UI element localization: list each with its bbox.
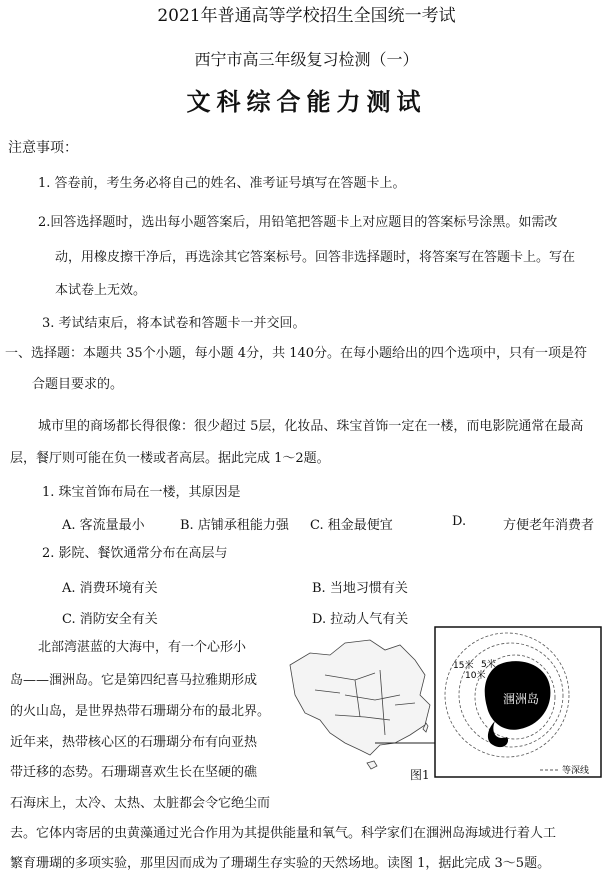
passage-2-line-6: 石海床上，太冷、太热、太脏都会令它绝尘而 bbox=[10, 796, 271, 811]
exam-subject: 文科综合能力测试 bbox=[186, 87, 427, 116]
question-1-option-b: B. 店铺承租能力强 bbox=[180, 518, 289, 533]
figure-1-map bbox=[285, 625, 605, 780]
question-1-option-d-text: 方便老年消费者 bbox=[503, 518, 595, 533]
question-1-option-a: A. 客流量最小 bbox=[62, 518, 145, 533]
section-1-heading: 一、选择题：本题共 35个小题，每小题 4分，共 140分。在每小题给出的四个选项中，只有一项是符 bbox=[5, 346, 588, 361]
hainan-island bbox=[367, 761, 377, 769]
china-map bbox=[290, 640, 430, 769]
notice-item-2-line-1: 2.回答选择题时，选出每小题答案后，用铅笔把答题卡上对应题目的答案标号涂黑。如需改 bbox=[38, 215, 558, 230]
depth-label-5m: 5米 bbox=[481, 660, 496, 670]
question-2-option-a: A. 消费环境有关 bbox=[62, 581, 158, 596]
question-1-option-c: C. 租金最便宜 bbox=[310, 518, 393, 533]
question-1-stem: 1. 珠宝首饰布局在一楼，其原因是 bbox=[42, 485, 241, 500]
notice-item-2-line-3: 本试卷上无效。 bbox=[55, 283, 147, 298]
depth-label-10m: 10米 bbox=[465, 671, 486, 681]
question-2-option-c: C. 消防安全有关 bbox=[62, 612, 158, 627]
question-2-option-b: B. 当地习惯有关 bbox=[312, 581, 408, 596]
notice-heading: 注意事项： bbox=[8, 140, 78, 156]
island-label: 涠洲岛 bbox=[503, 692, 540, 706]
figure-caption: 图1 bbox=[410, 768, 430, 782]
exam-subtitle: 西宁市高三年级复习检测（一） bbox=[194, 50, 419, 69]
depth-label-15m: 15米 bbox=[453, 661, 474, 671]
passage-1-line-2: 层，餐厅则可能在负一楼或者高层。据此完成 1～2题。 bbox=[10, 451, 330, 466]
passage-2-line-1: 北部湾湛蓝的大海中，有一个心形小 bbox=[38, 640, 247, 655]
exam-title: 2021年普通高等学校招生全国统一考试 bbox=[157, 6, 456, 26]
passage-2-line-5: 带迁移的态势。石珊瑚喜欢生长在坚硬的礁 bbox=[10, 765, 258, 780]
passage-2-line-7: 去。它体内寄居的虫黄藻通过光合作用为其提供能量和氧气。科学家们在涠洲岛海域进行着人工 bbox=[10, 826, 557, 841]
passage-1-line-1: 城市里的商场都长得很像：很少超过 5层，化妆品、珠宝首饰一定在一楼，而电影院通常在最高 bbox=[38, 419, 584, 434]
notice-item-2-line-2: 动，用橡皮擦干净后，再选涂其它答案标号。回答非选择题时，将答案写在答题卡上。写在 bbox=[55, 250, 576, 265]
notice-item-3: 3. 考试结束后，将本试卷和答题卡一并交回。 bbox=[42, 316, 306, 331]
passage-2-line-3: 的火山岛，是世界热带石珊瑚分布的最北界。 bbox=[10, 704, 271, 719]
question-1-option-d-label: D. bbox=[452, 514, 467, 529]
passage-2-line-2: 岛——涠洲岛。它是第四纪喜马拉雅期形成 bbox=[10, 673, 258, 688]
passage-2-line-4: 近年来，热带核心区的石珊瑚分布有向亚热 bbox=[10, 735, 258, 750]
section-1-heading-cont: 合题目要求的。 bbox=[32, 377, 124, 392]
question-2-stem: 2. 影院、餐饮通常分布在高层与 bbox=[42, 546, 228, 561]
legend-label: 等深线 bbox=[562, 766, 590, 776]
question-2-option-d: D. 拉动人气有关 bbox=[312, 612, 409, 627]
notice-item-1: 1. 答卷前，考生务必将自己的姓名、准考证号填写在答题卡上。 bbox=[38, 176, 406, 191]
passage-2-line-8: 繁育珊瑚的多项实验，那里因而成为了珊瑚生存实验的天然场地。读图 1，据此完成 3～5题。 bbox=[10, 856, 551, 871]
